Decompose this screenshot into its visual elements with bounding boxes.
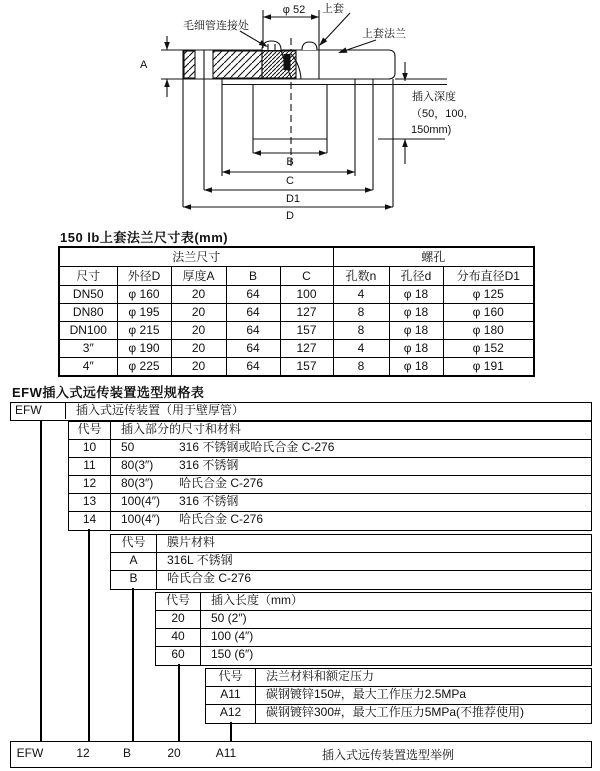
- flange-dimension-table: [58, 246, 535, 377]
- group-header-bolt-holes: 螺孔: [333, 247, 534, 267]
- group-header-desc: 膜片材料: [167, 535, 216, 549]
- selection-table-title: EFW插入式远传装置选型规格表: [12, 382, 204, 404]
- insertion-depth-label-3: 150mm): [411, 124, 452, 136]
- connector-line: [132, 588, 134, 741]
- option-row: 11 80(3″) 316 不锈钢: [69, 458, 591, 476]
- connector-line: [178, 664, 180, 741]
- example-model: EFW: [16, 746, 44, 760]
- upper-sleeve-label: 上套: [322, 3, 344, 15]
- example-code-2: B: [122, 746, 132, 760]
- group-header-desc: 插入长度（mm）: [211, 593, 303, 607]
- option-row: A 316L 不锈钢: [111, 553, 591, 571]
- group-diaphragm-material: [110, 534, 592, 590]
- group-header-code: 代号: [206, 669, 256, 686]
- col-header: C: [280, 267, 333, 286]
- drawing-labels: [140, 1, 467, 222]
- flange-section-drawing: [0, 0, 600, 226]
- flange-leader: [344, 40, 376, 51]
- example-row: [10, 741, 592, 768]
- col-header: 外径D: [117, 267, 171, 286]
- capillary-label: 毛细管连接处: [183, 20, 249, 32]
- dim-a-label: A: [140, 59, 148, 71]
- table-row: DN50 φ 160 20 64 100 4 φ 18 φ 125: [59, 286, 534, 304]
- dim-d-label: D: [286, 210, 294, 222]
- group-flange-material-pressure: [205, 668, 592, 724]
- option-row: 40 100 (4″): [156, 629, 591, 647]
- phi52-label: φ 52: [282, 4, 306, 16]
- group-insert-size-material: [68, 421, 592, 531]
- example-caption: 插入式远传装置选型举例: [322, 748, 455, 762]
- insertion-depth-label-2: （50，100,: [411, 108, 467, 120]
- upper-sleeve-flange-label: 上套法兰: [362, 28, 406, 40]
- col-header: B: [226, 267, 280, 286]
- table-column-header-row: [59, 267, 534, 286]
- group-insertion-length: [155, 592, 592, 666]
- dim-d1-label: D1: [285, 193, 301, 205]
- example-code-4: A11: [215, 746, 237, 760]
- col-header: 孔数n: [333, 267, 389, 286]
- connector-line: [40, 421, 42, 741]
- insertion-depth-label-1: 插入深度: [412, 91, 456, 103]
- group-header-flange-size: 法兰尺寸: [59, 247, 333, 267]
- capillary-leader: [240, 31, 262, 44]
- option-row: 13 100(4″) 316 不锈钢: [69, 494, 591, 512]
- group-header-code: 代号: [111, 535, 157, 552]
- col-header: 尺寸: [59, 267, 117, 286]
- model-code: EFW: [11, 403, 66, 419]
- sleeve-dome-right: [302, 42, 317, 50]
- dim-b-label: B: [286, 156, 294, 168]
- connector-line: [88, 529, 90, 741]
- col-header: 厚度A: [171, 267, 226, 286]
- group-header-desc: 法兰材料和额定压力: [266, 669, 375, 683]
- connector-line: [230, 722, 232, 741]
- table-row: DN80 φ 195 20 64 127 8 φ 18 φ 160: [59, 304, 534, 322]
- group-header-code: 代号: [156, 593, 201, 610]
- table-row: DN100 φ 215 20 64 157 8 φ 18 φ 180: [59, 322, 534, 340]
- table-row: 4″ φ 225 20 64 157 8 φ 18 φ 191: [59, 358, 534, 377]
- option-row: 12 80(3″) 哈氏合金 C-276: [69, 476, 591, 494]
- group-header-code: 代号: [69, 422, 111, 439]
- option-row: 60 150 (6″): [156, 647, 591, 665]
- upper-sleeve-leader: [323, 13, 350, 42]
- flange-table-title: 150 lb上套法兰尺寸表(mm): [60, 230, 229, 245]
- col-header: 孔径d: [389, 267, 443, 286]
- group-header-desc: 插入部分的尺寸和材料: [121, 422, 242, 436]
- table-group-header-row: [59, 247, 534, 267]
- dim-c-label: C: [286, 175, 294, 187]
- option-row: 14 100(4″) 哈氏合金 C-276: [69, 512, 591, 530]
- option-row: 20 50 (2″): [156, 611, 591, 629]
- option-row: B 哈氏合金 C-276: [111, 571, 591, 589]
- example-code-1: 12: [76, 746, 90, 760]
- model-desc: 插入式远传装置（用于壁厚管）: [76, 403, 245, 417]
- option-row: 10 50 316 不锈钢或哈氏合金 C-276: [69, 440, 591, 458]
- example-code-3: 20: [167, 746, 181, 760]
- col-header: 分布直径D1: [443, 267, 534, 286]
- table-row: 3″ φ 190 20 64 127 4 φ 18 φ 152: [59, 340, 534, 358]
- model-row: [10, 402, 592, 421]
- option-row: A11 碳钢镀锌150#，最大工作压力2.5MPa: [206, 687, 591, 705]
- option-row: A12 碳钢镀锌300#，最大工作压力5MPa(不推荐使用): [206, 705, 591, 723]
